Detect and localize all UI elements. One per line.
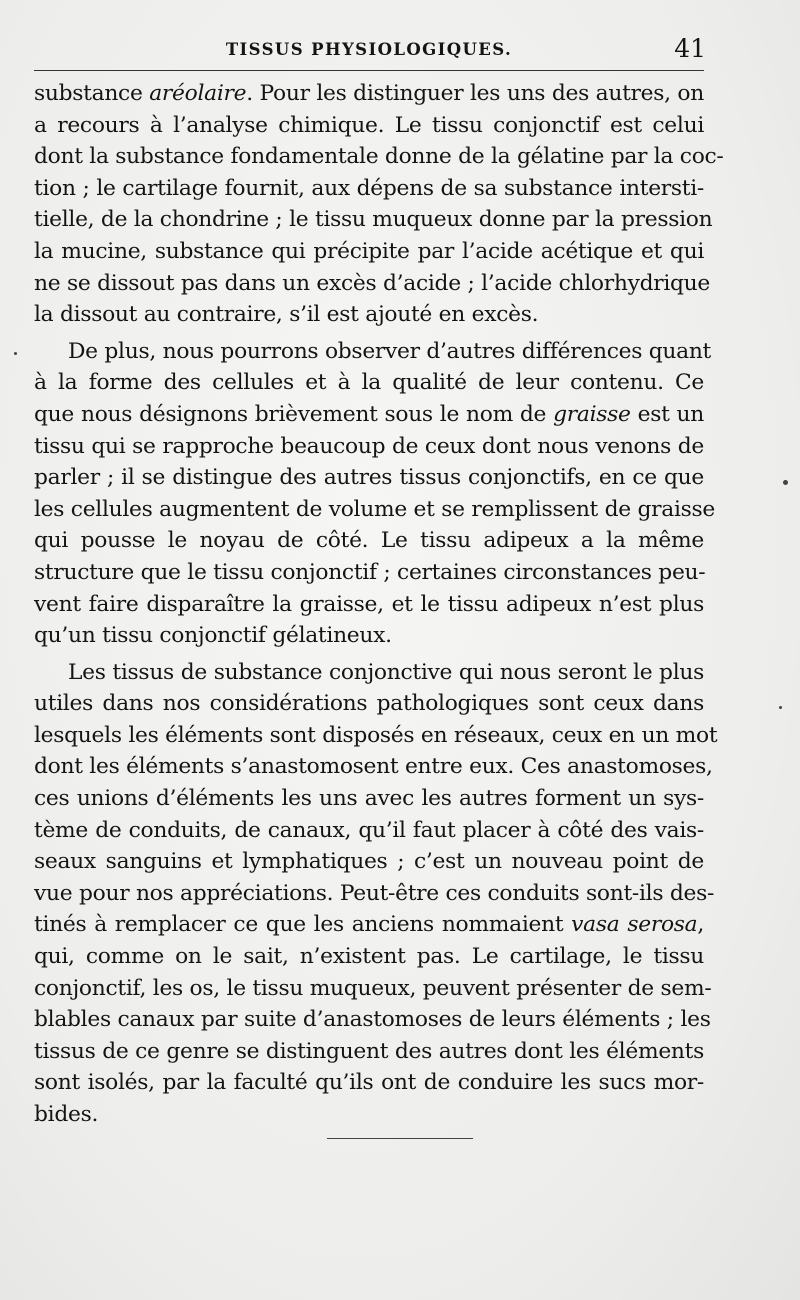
text-line: dont la substance fondamentale donne de la gélatine par la coc-	[34, 144, 724, 170]
text-line: à la forme des cellules et à la qualité de leur contenu. Ce	[34, 370, 704, 396]
text-line: les cellules augmentent de volume et se remplissent de graisse	[34, 496, 716, 522]
body-text	[34, 78, 724, 1131]
text-line: tion ; le cartilage fournit, aux dépens de sa substance intersti-	[34, 175, 704, 201]
text-line: qui pousse le noyau de côté. Le tissu adipeux a la même	[34, 528, 704, 554]
ink-speck	[783, 480, 788, 485]
text-line: qu’un tissu conjonctif gélatineux.	[34, 623, 392, 649]
text-line: substance aréolaire. Pour les distinguer les uns des autres, on	[34, 81, 704, 106]
page-number: 41	[674, 34, 706, 63]
text-line: utiles dans nos considérations pathologiques sont ceux dans	[34, 691, 704, 717]
text-line: tielle, de la chondrine ; le tissu muqueux donne par la pression	[34, 207, 713, 233]
paragraph-2	[34, 336, 716, 652]
text-line: ces unions d’éléments les uns avec les autres forment un sys-	[34, 786, 704, 812]
closing-rule	[327, 1138, 473, 1139]
text-line: vent faire disparaître la graisse, et le tissu adipeux n’est plus	[34, 591, 704, 617]
text-line: dont les éléments s’anastomosent entre eux. Ces anastomoses,	[34, 754, 713, 780]
text-line: conjonctif, les os, le tissu muqueux, peuvent présenter de sem-	[34, 975, 712, 1001]
text-line: De plus, nous pourrons observer d’autres différences quant	[68, 338, 712, 364]
text-line: tissus de ce genre se distinguent des autres dont les éléments	[34, 1038, 704, 1064]
text-line: que nous désignons brièvement sous le nom de graisse est un	[34, 401, 704, 427]
ink-speck	[779, 706, 782, 709]
paragraph-3	[34, 657, 718, 1131]
text-line: qui, comme on le sait, n’existent pas. Le cartilage, le tissu	[34, 944, 704, 970]
text-line: la mucine, substance qui précipite par l’acide acétique et qui	[34, 238, 704, 264]
text-line: sont isolés, par la faculté qu’ils ont de conduire les sucs mor-	[34, 1070, 704, 1096]
running-head: TISSUS PHYSIOLOGIQUES.	[225, 40, 513, 59]
text-line: vue pour nos appréciations. Peut-être ces conduits sont-ils des-	[34, 880, 715, 906]
page-header	[34, 32, 704, 71]
text-line: tissu qui se rapproche beaucoup de ceux dont nous venons de	[34, 433, 704, 459]
text-line: lesquels les éléments sont disposés en réseaux, ceux en un mot	[34, 722, 718, 748]
text-line: tème de conduits, de canaux, qu’il faut placer à côté des vais-	[34, 817, 704, 843]
paragraph-1	[34, 78, 724, 331]
text-line: a recours à l’analyse chimique. Le tissu conjonctif est celui	[34, 112, 704, 138]
text-line: structure que le tissu conjonctif ; certaines circonstances peu-	[34, 559, 706, 585]
text-line: tinés à remplacer ce que les anciens nommaient vasa serosa,	[34, 912, 704, 938]
text-line: ne se dissout pas dans un excès d’acide ; l’acide chlorhydrique	[34, 270, 711, 296]
text-line: Les tissus de substance conjonctive qui nous seront le plus	[68, 659, 704, 685]
text-line: blables canaux par suite d’anastomoses de leurs éléments ; les	[34, 1007, 711, 1033]
text-line: bides.	[34, 1102, 99, 1127]
ink-speck	[14, 352, 17, 355]
text-line: parler ; il se distingue des autres tissus conjonctifs, en ce que	[34, 465, 704, 491]
text-line: la dissout au contraire, s’il est ajouté en excès.	[34, 302, 539, 328]
text-line: seaux sanguins et lymphatiques ; c’est un nouveau point de	[34, 849, 704, 875]
